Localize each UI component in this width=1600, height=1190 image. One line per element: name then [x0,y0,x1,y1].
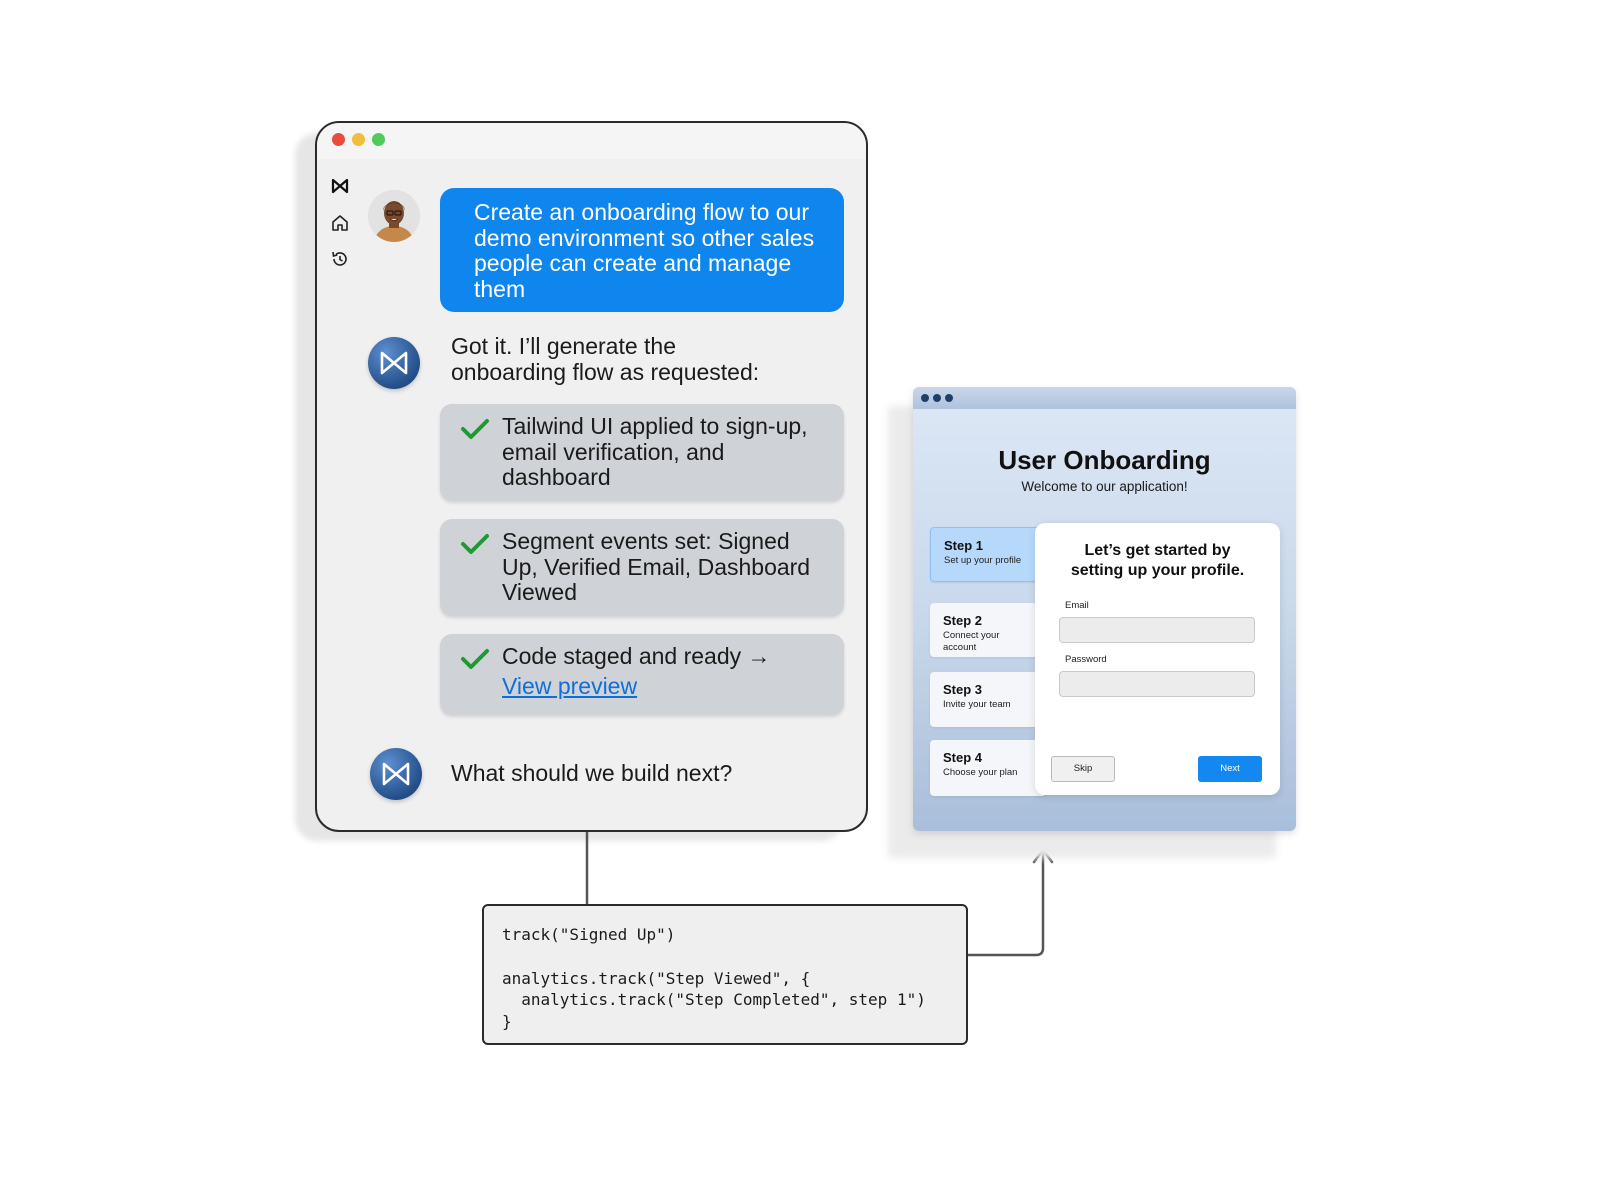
code-line: analytics.track("Step Viewed", { [502,968,811,988]
step-description: Choose your plan [943,767,1018,778]
window-dot [933,394,941,402]
code-snippet [482,904,968,1045]
password-field[interactable] [1059,671,1255,697]
profile-form-card [1035,523,1280,795]
code-line: } [502,1011,512,1031]
step-title: Step 3 [943,682,983,697]
step-4[interactable] [930,740,1046,796]
view-preview-link[interactable]: View preview [502,672,638,699]
user-message-bubble: Create an onboarding flow to our demo environment so other sales people can create and manage them [440,188,844,312]
status-card-segment [440,519,844,616]
logo-icon[interactable] [330,176,350,196]
onboarding-subtitle: Welcome to our application! [1021,479,1188,494]
skip-button[interactable]: Skip [1051,756,1115,782]
user-avatar [368,190,420,242]
step-title: Step 2 [943,613,983,628]
assistant-avatar [370,748,422,800]
password-label: Password [1065,654,1107,665]
assistant-followup: What should we build next? [451,760,733,786]
maximize-window-button[interactable] [372,133,385,146]
checkmark-icon [460,418,490,440]
code-line: analytics.track("Step Completed", step 1") [502,990,926,1009]
assistant-reply-line: Got it. I’ll generate the [451,333,677,359]
next-button[interactable]: Next [1198,756,1262,782]
status-card-text: Code staged and ready → [502,643,771,669]
step-description: Invite your team [943,699,1011,710]
code-line: track("Signed Up") [502,925,676,944]
assistant-reply [451,333,759,385]
window-dot [921,394,929,402]
step-title: Step 4 [943,750,983,765]
minimize-window-button[interactable] [352,133,365,146]
step-title: Step 1 [944,538,984,553]
step-description: Connect your account [943,630,1000,653]
status-card-tailwind [440,404,844,501]
email-label: Email [1065,600,1089,611]
step-3[interactable] [930,672,1046,727]
history-icon[interactable] [330,249,350,269]
step-1[interactable] [930,527,1046,582]
email-field[interactable] [1059,617,1255,643]
step-2[interactable] [930,603,1046,657]
chat-window [315,121,868,832]
window-dot [945,394,953,402]
preview-titlebar [913,387,1296,409]
preview-window [913,387,1296,831]
step-description: Set up your profile [944,555,1022,566]
checkmark-icon [460,648,490,670]
home-icon[interactable] [330,213,350,233]
close-window-button[interactable] [332,133,345,146]
window-titlebar [317,123,866,159]
assistant-avatar [368,337,420,389]
checkmark-icon [460,533,490,555]
onboarding-title: User Onboarding [998,445,1211,475]
assistant-reply-line: onboarding flow as requested: [451,359,760,385]
status-card-text: Tailwind UI applied to sign-up, email verification, and dashboard [502,413,808,490]
form-heading: Let’s get started by setting up your profile. [1070,542,1245,579]
status-card-text: Segment events set: Signed Up, Verified Email, Dashboard Viewed [502,528,811,605]
status-card-code [440,634,844,715]
